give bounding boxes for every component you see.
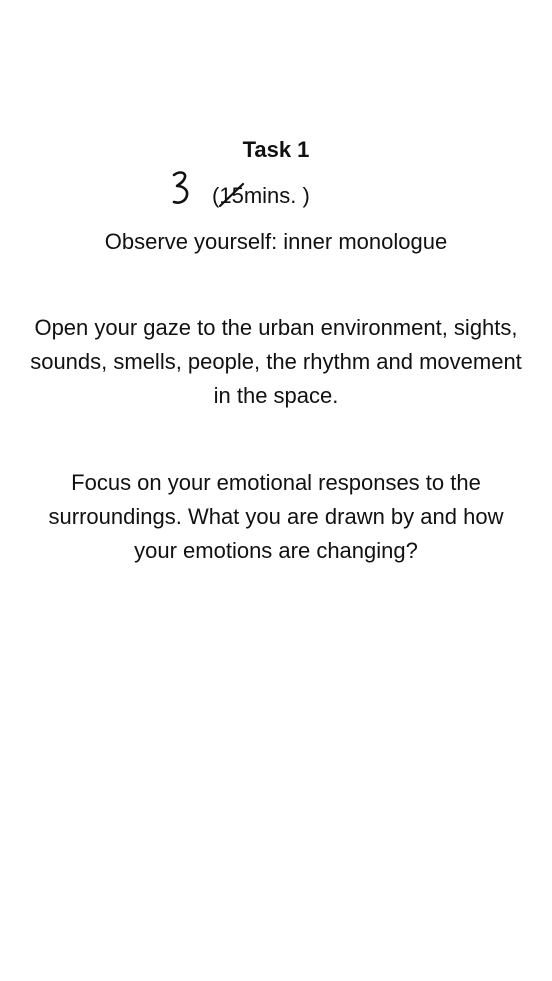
duration-unit: mins. ) xyxy=(243,183,310,208)
task-subtitle: Observe yourself: inner monologue xyxy=(104,229,448,254)
task-duration xyxy=(0,168,552,212)
handwritten-three-mark xyxy=(170,170,192,206)
struck-duration-value: 15 xyxy=(219,182,243,210)
open-paren: ( xyxy=(212,183,220,208)
instruction-paragraph-2: Focus on your emotional responses to the surroundings. What you are drawn by and how your emotions are changing? xyxy=(48,470,504,563)
task-title: Task 1 xyxy=(242,137,310,162)
instruction-paragraph-1: Open your gaze to the urban environment, sights, sounds, smells, people, the rhythm and movement in the space. xyxy=(30,315,522,408)
